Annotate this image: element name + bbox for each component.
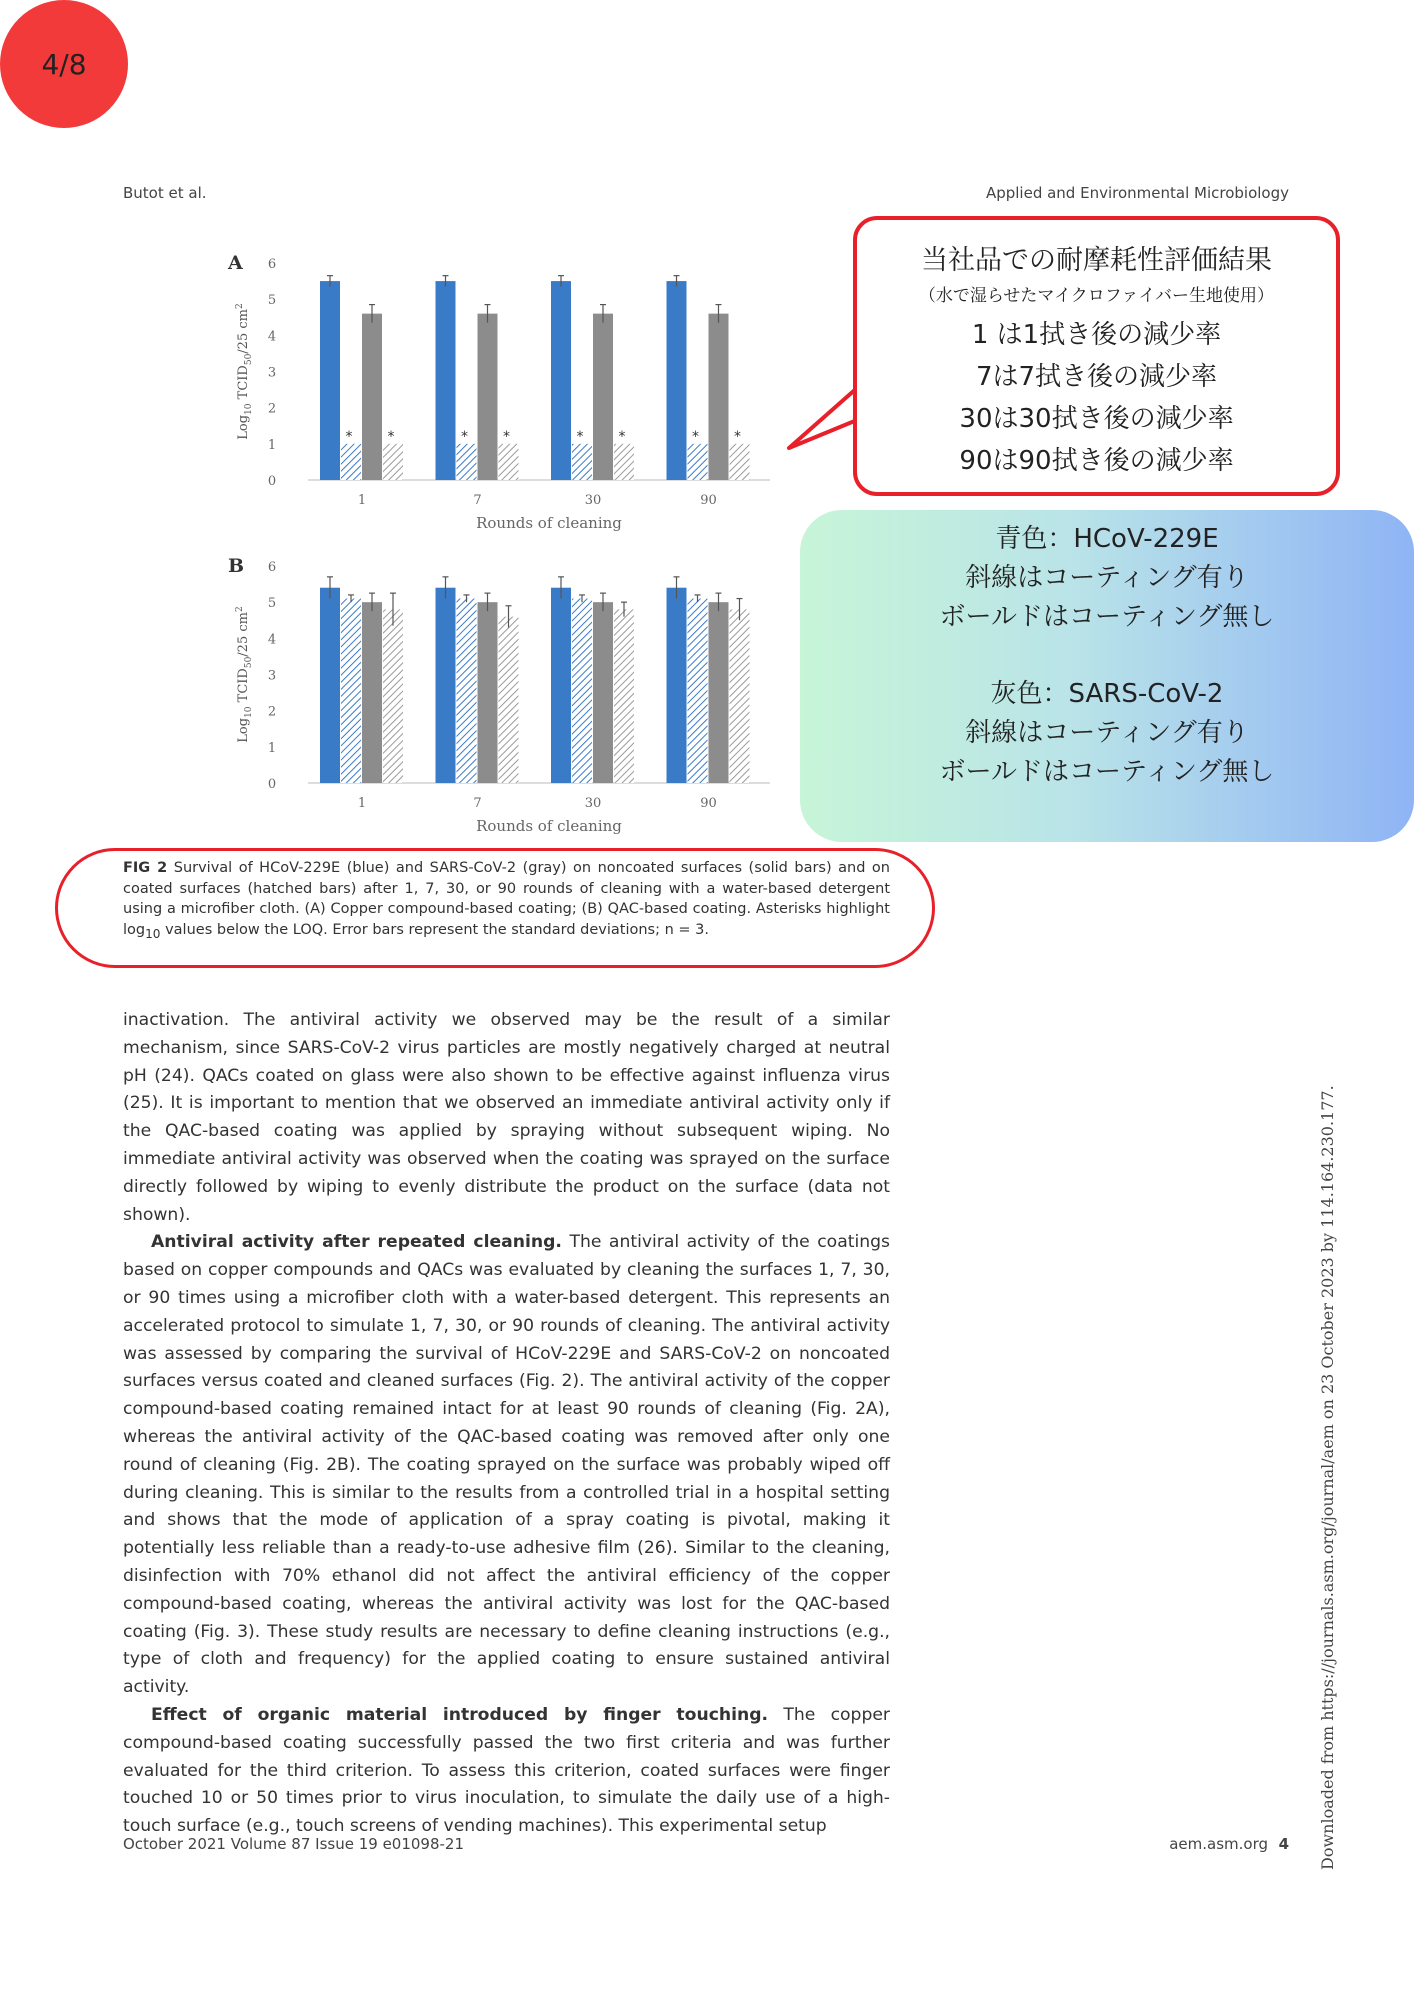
asterisk-marker: *: [503, 428, 510, 445]
y-tick-label: 2: [267, 704, 277, 720]
figure-caption: [123, 858, 890, 944]
y-tick-label: 5: [267, 293, 277, 309]
caption-sub: 10: [145, 926, 161, 941]
y-axis-label: Log$_{10}$ $TCID_{50}/25$ $cm^2$: [235, 606, 254, 743]
download-note: Downloaded from https://journals.asm.org/journal/aem on 23 October 2023 by 114.164.230.177.: [1318, 1085, 1337, 1870]
paragraph-2-heading: Antiviral activity after repeated cleaning.: [151, 1232, 562, 1253]
paragraph-3-heading: Effect of organic material introduced by finger touching.: [151, 1704, 769, 1725]
asterisk-marker: *: [387, 428, 395, 445]
bar: [551, 588, 571, 783]
y-tick-label: 6: [267, 560, 277, 575]
legend-blue-solid: ボールドはコーティング無し: [939, 602, 1275, 632]
caption-label: FIG 2: [123, 860, 168, 876]
bar: [688, 444, 708, 480]
footer-issue-info: October 2021 Volume 87 Issue 19 e01098-21: [123, 1835, 465, 1853]
bar: [383, 609, 403, 783]
callout-line-7: 7は7拭き後の減少率: [975, 362, 1218, 392]
asterisk-marker: *: [618, 428, 626, 445]
callout-title: 当社品での耐摩耗性評価結果: [921, 245, 1272, 276]
x-tick-label: 30: [584, 493, 602, 508]
chart-panel-b: [220, 548, 780, 848]
annotation-callout: [853, 216, 1340, 496]
bar: [457, 599, 477, 783]
callout-line-30: 30は30拭き後の減少率: [959, 404, 1234, 434]
bar: [709, 602, 729, 783]
panel-label: B: [228, 555, 245, 577]
legend-gray-solid: ボールドはコーティング無し: [939, 757, 1275, 787]
legend-blue-title: 青色：HCoV-229E: [995, 524, 1219, 554]
x-axis-label: Rounds of cleaning: [476, 817, 622, 835]
paragraph-3-text: The copper compound-based coating successfully passed the two first criteria and was further evaluated for the third criterion. To assess this criterion, coated surfaces were finger touched 10 or 50 times prior to virus inoculation, to simulate the daily use of a high-touch surface (e.g., touch screens of vending machines). This experimental setup: [123, 1704, 891, 1837]
chart-panel-a: [220, 245, 780, 545]
bar: [320, 281, 340, 480]
legend-blue-hatch: 斜線はコーティング有り: [965, 563, 1249, 593]
x-tick-label: 30: [584, 796, 602, 811]
figure-panel-b: [220, 548, 780, 848]
bar: [593, 602, 613, 783]
y-axis-label: Log$_{10}$ $TCID_{50}/25$ $cm^2$: [235, 303, 254, 440]
bar: [362, 314, 382, 480]
bar: [320, 588, 340, 783]
bar: [709, 314, 729, 480]
bar: [614, 609, 634, 783]
page-badge: 4/8: [0, 0, 128, 128]
y-tick-label: 1: [267, 740, 277, 756]
bar: [436, 588, 456, 783]
y-tick-label: 2: [267, 401, 277, 417]
y-tick-label: 1: [267, 437, 277, 453]
asterisk-marker: *: [576, 428, 584, 445]
y-tick-label: 4: [267, 329, 277, 345]
x-tick-label: 1: [357, 796, 367, 811]
bar: [478, 314, 498, 480]
running-header-journal: Applied and Environmental Microbiology: [985, 184, 1289, 202]
caption-text-1: Survival of HCoV-229E (blue) and SARS-CoV-2 (gray) on noncoated surfaces (solid bars) and on coated surfaces (hatched bars) after 1, 7, 30, or 90 rounds of cleaning with a water-based detergent using a microfiber cloth. (A) Copper compound-based coating; (B) QAC-based coating. Asterisks highlight log: [123, 860, 890, 938]
bar: [667, 588, 687, 783]
paragraph-2-text: The antiviral activity of the coatings based on copper compounds and QACs was evaluated by cleaning the surfaces 1, 7, 30, or 90 times using a microfiber cloth with a water-based detergent. This represents an accelerated protocol to simulate 1, 7, 30, or 90 rounds of cleaning. The antiviral activity was assessed by comparing the survival of HCoV-229E and SARS-CoV-2 on noncoated surfaces versus coated and cleaned surfaces (Fig. 2). The antiviral activity of the copper compound-based coating remained intact for at least 90 rounds of cleaning (Fig. 2A), whereas the antiviral activity of the QAC-based coating was removed after only one round of cleaning (Fig. 2B). The coating sprayed on the surface was probably wiped off during cleaning. This is similar to the results from a controlled trial in a hospital setting and shows that the mode of application of a spray coating is pivotal, making it potentially less reliable than a ready-to-use adhesive film (26). Similar to the cleaning, disinfection with 70% ethanol did not affect the antiviral efficiency of the copper compound-based coating, whereas the antiviral activity was lost for the QAC-based coating (Fig. 3). These study results are necessary to define cleaning instructions (e.g., type of cloth and frequency) for the applied coating to ensure sustained antiviral activity.: [123, 1232, 891, 1698]
bar: [572, 444, 592, 480]
y-tick-label: 0: [267, 474, 277, 489]
x-tick-label: 90: [700, 493, 717, 508]
y-tick-label: 3: [267, 365, 277, 381]
y-tick-label: 3: [267, 668, 277, 684]
callout-subtitle: （水で湿らせたマイクロファイバー生地使用）: [918, 286, 1275, 306]
running-header-authors: Butot et al.: [123, 184, 207, 202]
bar: [341, 444, 361, 480]
asterisk-marker: *: [734, 428, 741, 445]
bar: [478, 602, 498, 783]
bar: [362, 602, 382, 783]
legend-note: [800, 510, 1414, 842]
x-tick-label: 7: [473, 493, 482, 508]
x-axis-label: Rounds of cleaning: [476, 514, 622, 532]
bar: [341, 599, 361, 783]
asterisk-marker: *: [692, 428, 699, 445]
bar: [551, 281, 571, 480]
asterisk-marker: *: [461, 428, 468, 445]
callout-line-1: 1 は1拭き後の減少率: [971, 320, 1222, 350]
paragraph-3: [123, 1702, 890, 1841]
caption-text-2: values below the LOQ. Error bars represent the standard deviations; n = 3.: [160, 921, 709, 938]
x-tick-label: 7: [473, 796, 482, 811]
y-tick-label: 4: [267, 632, 277, 648]
footer-website[interactable]: aem.asm.org: [1169, 1835, 1268, 1853]
bar: [499, 444, 519, 480]
panel-label: A: [228, 252, 243, 274]
asterisk-marker: *: [345, 428, 353, 445]
x-tick-label: 1: [357, 493, 367, 508]
bar: [383, 444, 403, 480]
bar: [614, 444, 634, 480]
bar: [593, 314, 613, 480]
paragraph-2: [123, 1229, 890, 1702]
paragraph-1: inactivation. The antiviral activity we observed may be the result of a similar mechanism, since SARS-CoV-2 virus particles are mostly negatively charged at neutral pH (24). QACs coated on glass were also shown to be effective against influenza virus (25). It is important to mention that we observed an immediate antiviral activity only if the QAC-based coating was applied by spraying without subsequent wiping. No immediate antiviral activity was observed when the coating was sprayed on the surface directly followed by wiping to evenly distribute the product on the surface (data not shown).: [123, 1010, 890, 1225]
y-tick-label: 0: [267, 777, 277, 792]
figure-panel-a: [220, 245, 780, 545]
footer-page-number: 4: [1278, 1835, 1289, 1853]
bar: [436, 281, 456, 480]
y-tick-label: 6: [267, 257, 277, 272]
bar: [730, 444, 750, 480]
callout-line-90: 90は90拭き後の減少率: [959, 446, 1234, 476]
bar: [572, 599, 592, 783]
y-tick-label: 5: [267, 596, 277, 612]
bar: [730, 609, 750, 783]
bar: [688, 599, 708, 783]
bar: [499, 617, 519, 783]
article-body: [123, 1007, 890, 1841]
x-tick-label: 90: [700, 796, 717, 811]
bar: [667, 281, 687, 480]
bar: [457, 444, 477, 480]
legend-gray-hatch: 斜線はコーティング有り: [965, 718, 1249, 748]
legend-gray-title: 灰色：SARS-CoV-2: [990, 679, 1224, 709]
